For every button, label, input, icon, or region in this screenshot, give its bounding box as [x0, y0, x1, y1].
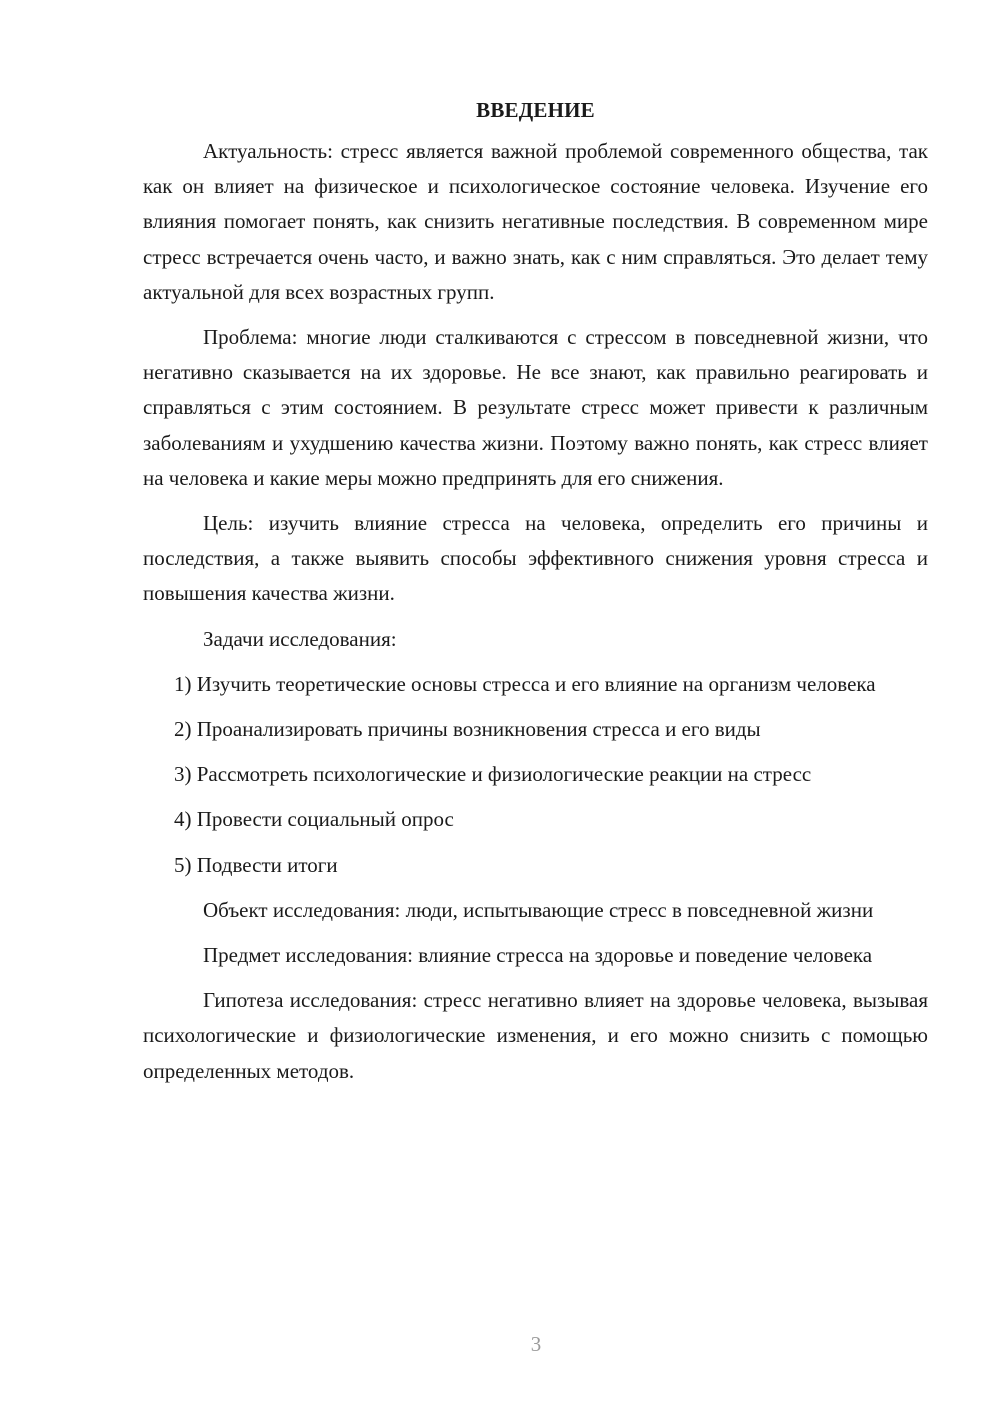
subject-paragraph: Предмет исследования: влияние стресса на здоровье и поведение человека — [203, 943, 873, 968]
goal-paragraph: Цель: изучить влияние стресса на человека, определить его причины и последствия, а также выявить способы эффективного снижения уровня стресса и повышения качества жизни. — [143, 511, 928, 606]
task-item-2: 2) Проанализировать причины возникновения стресса и его виды — [174, 717, 761, 742]
object-paragraph: Объект исследования: люди, испытывающие стресс в повседневной жизни — [203, 897, 874, 922]
problem-paragraph: Проблема: многие люди сталкиваются с стрессом в повседневной жизни, что негативно сказывается на их здоровье. Не все знают, как правильно реагировать и справляться с этим состоянием. В результате стресс может привести к различным заболеваниям и ухудшению качества жизни. Поэтому важно понять, как стресс влияет на человека и какие меры можно предпринять для его снижения. — [143, 325, 928, 490]
page-number: 3 — [530, 1332, 542, 1356]
task-item-4: 4) Провести социальный опрос — [174, 807, 454, 832]
section-heading: ВВЕДЕНИЕ — [476, 98, 595, 122]
tasks-title: Задачи исследования: — [203, 626, 397, 651]
tasks-list — [143, 667, 928, 883]
task-item-3: 3) Рассмотреть психологические и физиологические реакции на стресс — [174, 762, 812, 787]
relevance-paragraph: Актуальность: стресс является важной проблемой современного общества, так как он влияет на физическое и психологическое состояние человека. Изучение его влияния помогает понять, как снизить негативные последствия. В современном мире стресс встречается очень часто, и важно знать, как с ним справляться. Это делает тему актуальной для всех возрастных групп. — [143, 139, 928, 304]
task-item-1: 1) Изучить теоретические основы стресса и его влияние на организм человека — [174, 671, 876, 696]
task-item-5: 5) Подвести итоги — [174, 852, 338, 877]
page-content — [143, 92, 928, 1099]
hypothesis-paragraph: Гипотеза исследования: стресс негативно влияет на здоровье человека, вызывая психологические и физиологические изменения, и его можно снизить с помощью определенных методов. — [143, 988, 928, 1083]
